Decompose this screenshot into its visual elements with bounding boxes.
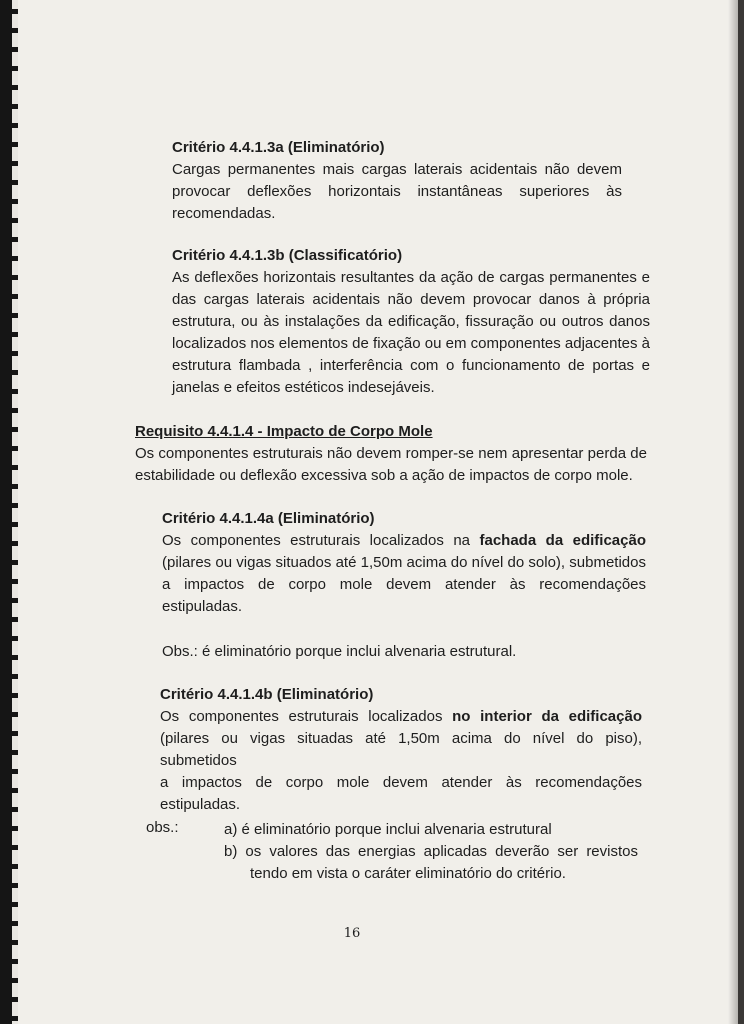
paragraph-line: localizados nos elementos de fixação ou em componentes adjacentes à — [172, 335, 650, 352]
criterio-4-4-1-4b — [160, 684, 642, 816]
paragraph-line: a impactos de corpo mole devem atender às recomendações — [162, 576, 646, 593]
paragraph-line: recomendadas. — [172, 205, 276, 222]
paragraph-line: janelas e efeitos estéticos indesejáveis. — [172, 379, 435, 396]
page-number: 16 — [343, 926, 361, 941]
paragraph-line: a impactos de corpo mole devem atender às recomendações — [160, 774, 642, 791]
paragraph-line: (pilares ou vigas situados até 1,50m acima do nível do solo), submetidos — [162, 554, 646, 571]
paragraph-line: das cargas laterais acidentais não devem provocar danos à própria — [172, 291, 650, 308]
paragraph-line: (pilares ou vigas situadas até 1,50m acima do nível do piso), submetidos — [160, 730, 642, 769]
paragraph-line: estabilidade ou deflexão excessiva sob a ação de impactos de corpo mole. — [135, 467, 633, 484]
section-heading: Critério 4.4.1.3b (Classificatório) — [172, 247, 403, 264]
requisito-4-4-1-4 — [135, 421, 647, 487]
paragraph-line: As deflexões horizontais resultantes da ação de cargas permanentes e — [172, 269, 650, 286]
section-heading: Critério 4.4.1.4b (Eliminatório) — [160, 686, 374, 703]
paragraph-line: Os componentes estruturais não devem romper-se nem apresentar perda de — [135, 445, 647, 462]
paragraph-line — [162, 530, 646, 552]
emphasis-text: no interior da edificação — [452, 708, 642, 725]
obs-text: Obs.: é eliminatório porque inclui alvenaria estrutural. — [162, 643, 517, 660]
paragraph-line: estipuladas. — [160, 796, 241, 813]
obs-label-text: obs.: — [146, 819, 179, 836]
text-run: Os componentes estruturais localizados na — [162, 532, 480, 549]
paragraph-line: estrutura flambada , interferência com o funcionamento de portas e — [172, 357, 650, 374]
observation-note — [162, 641, 646, 663]
section-heading: Critério 4.4.1.3a (Eliminatório) — [172, 139, 385, 156]
obs-item-b: b) os valores das energias aplicadas deverão ser revistos — [224, 843, 638, 860]
paragraph-line: estipuladas. — [162, 598, 243, 615]
obs-item-a: a) é eliminatório porque inclui alvenaria estrutural — [224, 821, 552, 838]
criterio-4-4-1-3b — [172, 245, 650, 399]
obs-item-b-continued: tendo em vista o caráter eliminatório do critério. — [250, 865, 566, 882]
requisito-heading: Requisito 4.4.1.4 - Impacto de Corpo Mole — [135, 423, 433, 440]
paragraph-line — [160, 706, 642, 728]
emphasis-text: fachada da edificação — [479, 532, 646, 549]
section-heading: Critério 4.4.1.4a (Eliminatório) — [162, 510, 375, 527]
criterio-4-4-1-4a — [162, 508, 646, 618]
paragraph-line: provocar deflexões horizontais instantâneas superiores às — [172, 183, 622, 200]
paragraph-line: estrutura, ou às instalações da edificação, fissuração ou outros danos — [172, 313, 650, 330]
page-edge-shadow — [728, 0, 738, 1024]
obs-list — [224, 819, 638, 885]
criterio-4-4-1-3a — [172, 137, 622, 225]
text-run: Os componentes estruturais localizados — [160, 708, 453, 725]
obs-label — [146, 817, 206, 839]
paragraph-line: Cargas permanentes mais cargas laterais acidentais não devem — [172, 161, 622, 178]
